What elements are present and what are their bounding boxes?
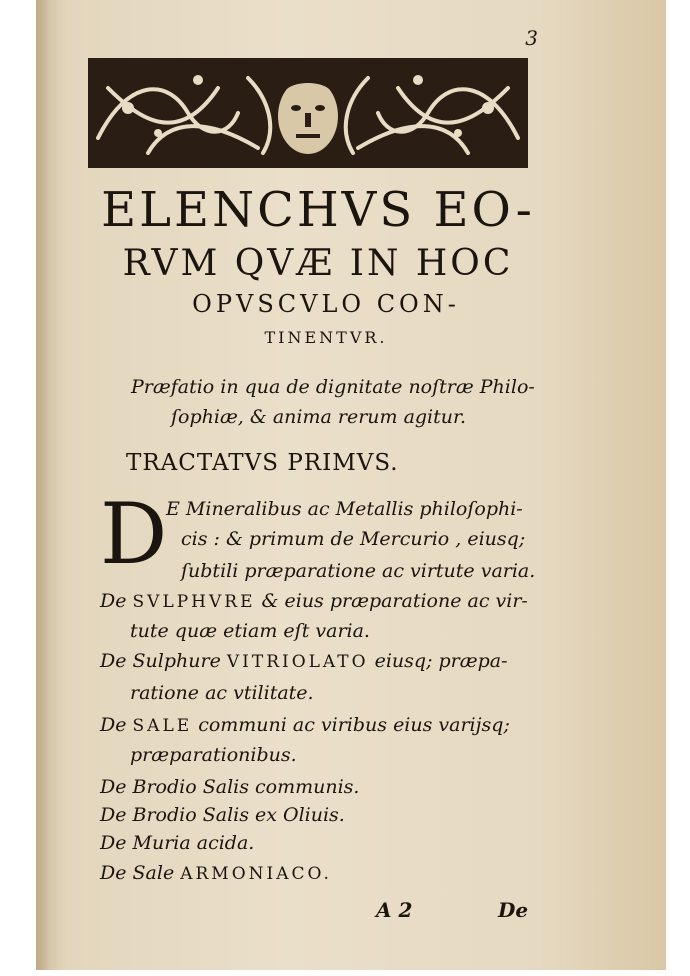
entry-mineralibus-line-3: ſubtili præparatione ac virtute varia. [181, 560, 536, 582]
entry-vitriolato-prefix: De Sulphure [100, 650, 227, 672]
entry-vitriolato-rest: eiusq; præpa- [368, 650, 508, 672]
entry-sale-prefix: De [100, 714, 133, 736]
entry-sulphure [100, 588, 528, 615]
preface-entry [131, 372, 551, 432]
entry-vitriolato [100, 648, 508, 675]
entry-brodio-oliuis: De Brodio Salis ex Oliuis. [100, 804, 345, 826]
entry-brodio-salis: De Brodio Salis communis. [100, 776, 360, 798]
title-line-1: ELENCHVS EO- [101, 182, 535, 238]
entry-sale [100, 712, 510, 739]
entry-sulphure-prefix: De [100, 590, 133, 612]
title-line-2: RVM QVÆ IN HOC [122, 243, 514, 284]
title-line-4: TINENTVR. [264, 328, 388, 347]
book-page [36, 0, 666, 970]
signature-mark: A 2 [376, 898, 413, 922]
preface-line-1: Præfatio in qua de dignitate noſtræ Philo- [131, 376, 535, 398]
section-heading: TRACTATVS PRIMVS. [126, 450, 399, 476]
catchword: De [498, 898, 529, 922]
entry-muria: De Muria acida. [100, 832, 255, 854]
entry-mineralibus-line-1: E Mineralibus ac Metallis philoſophi- [166, 498, 523, 520]
entry-mineralibus-line-2: cis : & primum de Mercurio , eiusq; [181, 528, 526, 550]
entry-sale-cont: præparationibus. [130, 744, 297, 766]
entry-sulphure-rest: & eius præparatione ac vir- [255, 590, 528, 612]
headpiece-ornament [88, 58, 528, 168]
entry-sale-smallcaps: SALE [132, 716, 193, 736]
page-number: 3 [525, 26, 538, 50]
drop-cap: D [100, 485, 168, 583]
entry-vitriolato-cont: ratione ac vtilitate. [130, 682, 314, 704]
page-edge-shadow [36, 0, 50, 970]
entry-sulphure-cont: tute quæ etiam eſt varia. [130, 620, 370, 642]
entry-vitriolato-smallcaps: VITRIOLATO [226, 652, 369, 672]
preface-line-2: ſophiæ, & anima rerum agitur. [171, 406, 467, 428]
entry-armoniaco-prefix: De Sale [100, 862, 181, 884]
entry-armoniaco-smallcaps: ARMONIACO. [180, 864, 332, 884]
entry-sale-rest: communi ac viribus eius varijsq; [192, 714, 510, 736]
entry-armoniaco [100, 860, 332, 887]
title-line-3: OPVSCVLO CON- [192, 290, 460, 318]
entry-sulphure-smallcaps: SVLPHVRE [132, 592, 256, 612]
